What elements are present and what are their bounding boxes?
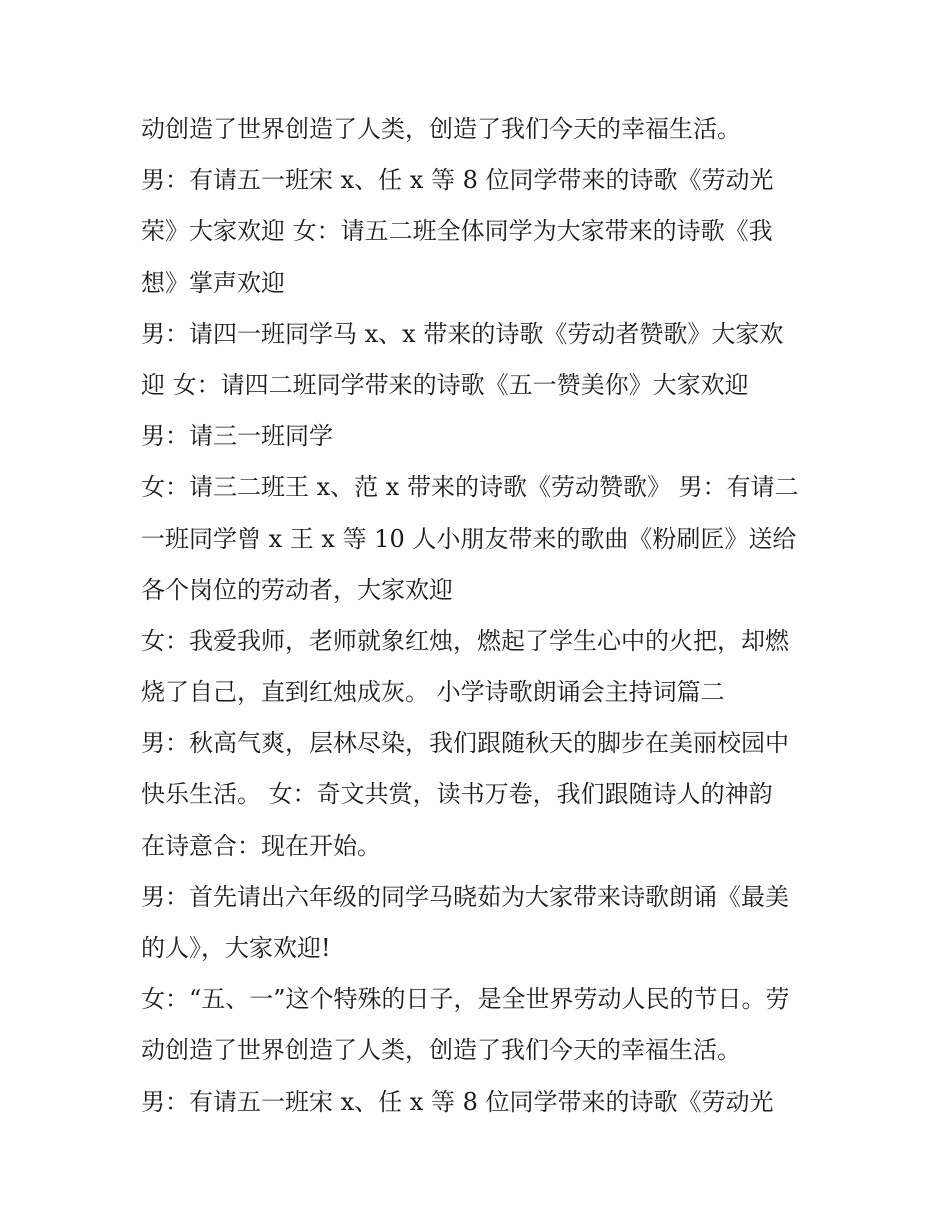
text-line: 男：秋高气爽，层林尽染，我们跟随秋天的脚步在美丽校园中 <box>141 729 789 758</box>
text-line: 迎 女：请四二班同学带来的诗歌《五一赞美你》大家欢迎 <box>141 370 749 399</box>
text-line: 各个岗位的劳动者，大家欢迎 <box>141 575 453 604</box>
text-line: 动创造了世界创造了人类，创造了我们今天的幸福生活。 <box>141 1036 741 1065</box>
text-line: 快乐生活。 女：奇文共赏，读书万卷，我们跟随诗人的神韵 <box>141 780 773 809</box>
text-line: 在诗意合：现在开始。 <box>141 831 381 860</box>
text-line: 女：“五、一”这个特殊的日子，是全世界劳动人民的节日。劳 <box>141 985 790 1014</box>
text-line: 女：请三二班王 x、范 x 带来的诗歌《劳动赞歌》 男：有请二 <box>141 473 799 502</box>
text-line: 男：请三一班同学 <box>141 422 333 451</box>
text-line: 一班同学曾 x 王 x 等 10 人小朋友带来的歌曲《粉刷匠》送给 <box>141 524 797 553</box>
text-line: 男：有请五一班宋 x、任 x 等 8 位同学带来的诗歌《劳动光 <box>141 166 774 195</box>
text-line: 的人》，大家欢迎! <box>141 934 331 962</box>
text-line: 男：有请五一班宋 x、任 x 等 8 位同学带来的诗歌《劳动光 <box>141 1087 774 1116</box>
text-line: 烧了自己，直到红烛成灰。 小学诗歌朗诵会主持词篇二 <box>141 678 725 707</box>
text-line: 男：首先请出六年级的同学马晓茹为大家带来诗歌朗诵《最美 <box>141 882 789 911</box>
document-body <box>141 104 841 1128</box>
text-line: 男：请四一班同学马 x、x 带来的诗歌《劳动者赞歌》大家欢 <box>141 319 784 348</box>
text-line: 荣》大家欢迎 女：请五二班全体同学为大家带来的诗歌《我 <box>141 217 773 246</box>
text-line: 女：我爱我师，老师就象红烛，燃起了学生心中的火把，却燃 <box>141 626 789 655</box>
text-line: 动创造了世界创造了人类，创造了我们今天的幸福生活。 <box>141 115 741 143</box>
text-line: 想》掌声欢迎 <box>141 268 285 297</box>
